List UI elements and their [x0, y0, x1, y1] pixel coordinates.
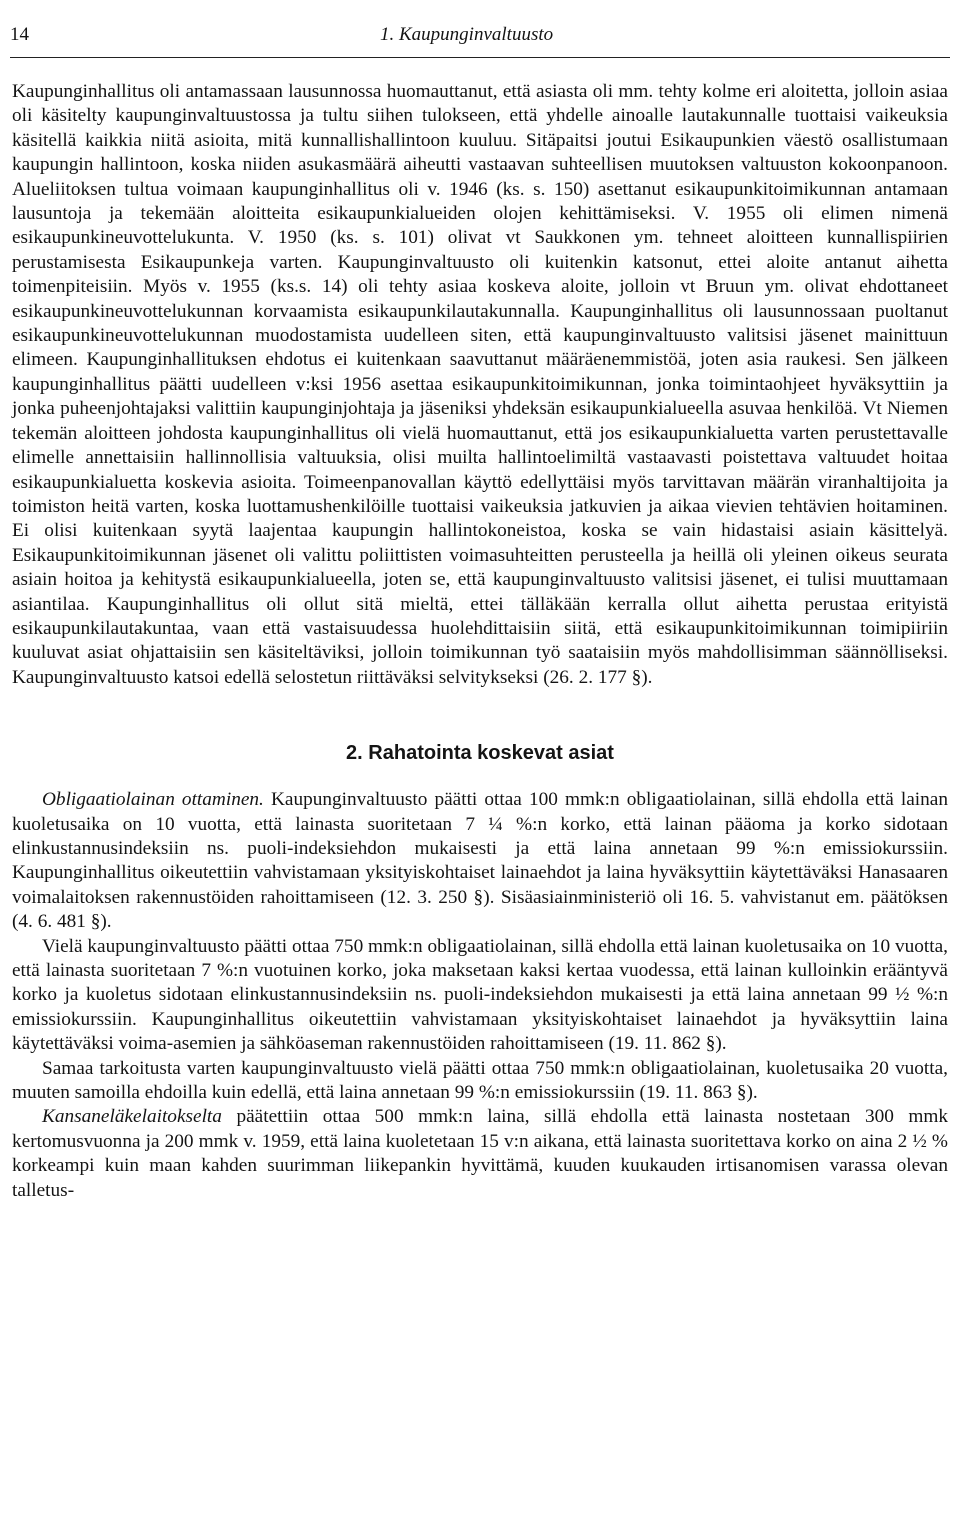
paragraph-5-text: päätettiin ottaa 500 mmk:n laina, sillä ehdolla että lainasta nostetaan 300 mmk kertomusvuonna ja 200 mmk v. 1959, että laina kuoletetaan 15 v:n aikana, että lainasta suoritettava korko on aina 2 ½ % korkeampi kuin maan kahden suurimman liikepankin hyvittämä, kuuden kuukauden irtisanomisen varassa olevan talletus-	[12, 1106, 948, 1201]
paragraph-2-text: Kaupunginvaltuusto päätti ottaa 100 mmk:n obligaatiolainan, sillä ehdolla että lainan kuoletusaika on 10 vuotta, että lainasta suoritetaan 7 ¼ %:n korko, että lainan pääoma ja korko sidotaan elinkustannusindeksiin ns. puoli-indeksiehdon mukaisesti ja että laina annetaan 99 %:n emissiokurssiin. Kaupunginhallitus oikeutettiin vahvistamaan yksityiskohtaiset lainaehdot ja laina hyväksyttiin käytettäväksi Hanasaaren voimalaitoksen rakennustöiden rahoittamiseen (12. 3. 250 §). Sisäasiainministeriö oli 16. 5. vahvistanut em. päätöksen (4. 6. 481 §).	[12, 789, 948, 933]
running-title: 1. Kaupunginvaltuusto	[380, 24, 554, 45]
paragraph-2	[12, 788, 948, 934]
paragraph-2-lead: Obligaatiolainan ottaminen.	[42, 789, 264, 811]
page-number: 14	[10, 24, 29, 45]
paragraph-4: Samaa tarkoitusta varten kaupunginvaltuusto vielä päätti ottaa 750 mmk:n obligaatiolainan, kuoletusaika 20 vuotta, muuten samoilla ehdoilla kuin edellä, että laina annetaan 99 %:n emissiokurssiin (19. 11. 863 §).	[12, 1057, 948, 1104]
paragraph-3: Vielä kaupunginvaltuusto päätti ottaa 750 mmk:n obligaatiolainan, sillä ehdolla että lainan kuoletusaika on 10 vuotta, että lainasta suoritetaan 7 %:n vuotuinen korko, joka maksetaan kaksi kertaa vuodessa, että lainan kulloinkin erääntyvä korko ja kuoletus sidotaan elinkustannusindeksiin ns. puoli-indeksiehdon mukaisesti ja että laina annetaan 99 ½ %:n emissiokurssiin. Kaupunginhallitus oikeutettiin vahvistamaan yksityiskohtaiset lainaehdot ja hyväksyttiin laina käytettäväksi voima-asemien ja sähköaseman rakennustöiden rahoittamiseen (19. 11. 862 §).	[12, 935, 948, 1055]
paragraph-5	[12, 1105, 948, 1203]
paragraph-5-lead: Kansaneläkelaitokselta	[42, 1106, 222, 1128]
body-text	[12, 80, 948, 1203]
paragraph-1: Kaupunginhallitus oli antamassaan lausunnossa huomauttanut, että asiasta oli mm. tehty kolme eri aloitetta, jolloin asiaa oli käsitelty kaupunginvaltuustossa ja tultu siihen tulokseen, että yhdelle ainoalle lautakunnalle tuottaisi vaikeuksia käsitellä kaikkia niitä asioita, mitä kunnallishallintoon kuuluu. Sitäpaitsi joutui Esikaupunkien väestö osallistumaan kaupungin hallintoon, koska niiden asukasmäärä aiheutti vastaavan suhteellisen muutoksen valtuuston kokoonpanoon. Alueliitoksen tultua voimaan kaupunginhallitus oli v. 1946 (ks. s. 150) asettanut esikaupunkitoimikunnan antamaan lausuntoja ja tekemään aloitteita esikaupunkialueiden olojen kehittämiseksi. V. 1955 oli elimen nimenä esikaupunkineuvottelukunta. V. 1950 (ks. s. 101) olivat vt Saukkonen ym. tehneet aloitteen kunnallispiirien perustamisesta Esikaupunkeja varten. Kaupunginvaltuusto oli kuitenkin katsonut, ettei aloite antanut aihetta toimenpiteisiin. Myös v. 1955 (ks.s. 14) oli tehty asiaa koskeva aloite, jolloin vt Bruun ym. olivat ehdottaneet esikaupunkineuvottelukunnan korvaamista esikaupunkilautakunnalla. Kaupunginhallitus oli lausunnossaan puoltanut esikaupunkineuvottelukunnan muodostamista uudelleen siten, että kaupunginvaltuusto valitsisi jäsenet mainittuun elimeen. Kaupunginhallituksen ehdotus ei kuitenkaan saavuttanut määräenemmistöä, joten asia raukesi. Sen jälkeen kaupunginhallitus päätti uudelleen v:ksi 1956 asettaa esikaupunkitoimikunnan, jonka toimintaohjeet hyväksyttiin ja jonka puheenjohtajaksi valittiin kaupunginjohtaja ja jäseniksi yhdeksän esikaupunkialueella asuvaa henkilöä. Vt Niemen tekemän aloitteen johdosta kaupunginhallitus oli vielä huomauttanut, että jos esikaupunkialuetta varten perustettavalle elimelle annettaisiin hallinnollisia valtuuksia, olisi muilta hallintoelimiltä vastaavasti poistettava valtuudet hoitaa esikaupunkialuetta koskevia asioita. Toimeenpanovallan käyttö edellyttäisi myös tarvittavan määrän viranhaltijoita ja toimiston heitä varten, koska luottamushenkilöille tuottaisi vaikeuksia jatkuvien ja aikaa vievien tehtävien hoitaminen. Ei olisi kuitenkaan syytä laajentaa kaupungin hallintokoneistoa, koska se vain hidastaisi asiain käsittelyä. Esikaupunkitoimikunnan jäsenet oli valittu poliittisten voimasuhteitten perusteella ja heillä oli yleinen oikeus seurata asiain hoitoa ja kehitystä esikaupunkialueella, joten se, että kaupunginvaltuusto valitsisi jäsenet, ei tulisi muuttamaan asiantilaa. Kaupunginhallitus oli ollut sitä mieltä, ettei tälläkään kerralla ollut aihetta perustaa erityistä esikaupunkilautakuntaa, vaan että vastaisuudessa huolehdittaisiin siitä, että esikaupunkitoimikunnan toimipiiriin kuuluvat asiat ohjattaisiin sen käsiteltäviksi, jolloin toimikunnan työ saataisiin myös mahdollisimman säännölliseksi. Kaupunginvaltuusto katsoi edellä selostetun riittäväksi selvitykseksi (26. 2. 177 §).	[12, 81, 948, 688]
page-header	[10, 24, 950, 58]
header-rule	[10, 57, 950, 58]
section-heading: 2. Rahatointa koskevat asiat	[346, 742, 614, 765]
